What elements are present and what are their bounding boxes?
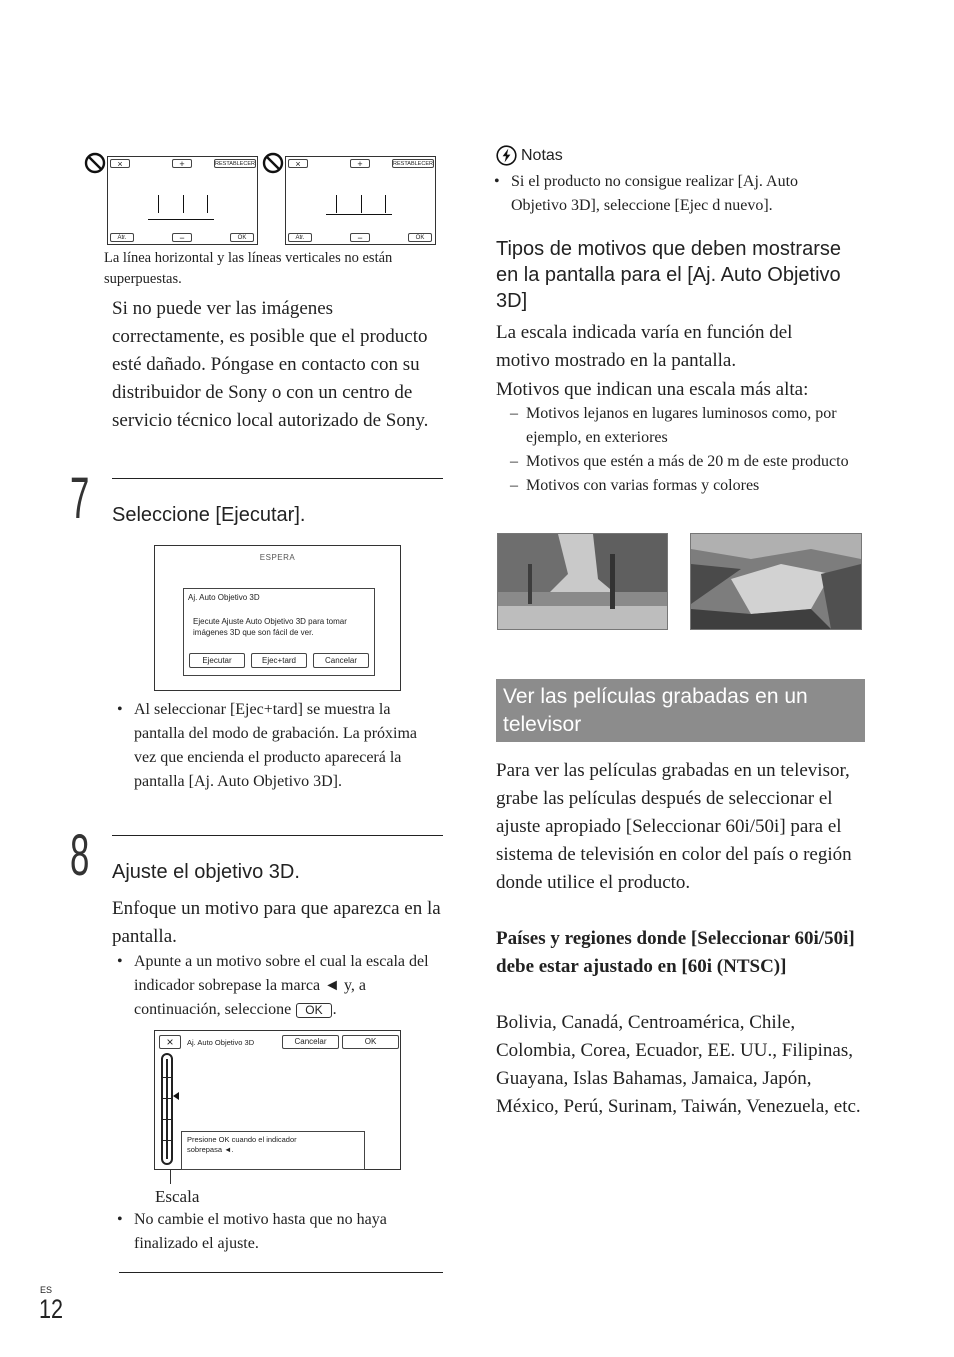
- prohibited-icon: [84, 152, 106, 174]
- execute-later-button[interactable]: Ejec+tard: [251, 653, 307, 668]
- list-item: – Motivos lejanos en lugares luminosos como, por ejemplo, en exteriores: [510, 402, 855, 450]
- list-item: [111, 950, 443, 1022]
- screen-standby-dialog: [154, 545, 401, 691]
- back-button: Atr.: [288, 233, 312, 242]
- message-text: Presione OK cuando el indicador sobrepasa ◄.: [187, 1135, 297, 1154]
- list-item-end: .: [332, 1001, 337, 1018]
- subheading: Tipos de motivos que deben mostrarse en la pantalla para el [Aj. Auto Objetivo 3D]: [496, 238, 841, 312]
- screen-3d-lens-adjust: [154, 1030, 401, 1170]
- vertical-line-marker: [385, 195, 386, 213]
- countries-list: Bolivia, Canadá, Centroamérica, Chile, Colombia, Corea, Ecuador, EE. UU., Filipinas, Guayana, Islas Bahamas, Jamaica, Japón, México, Perú, Surinam, Taiwán, Venezuela, etc.: [496, 1012, 861, 1117]
- vertical-line-marker: [158, 195, 159, 213]
- paragraph-higher-scale: Motivos que indican una escala más alta:: [496, 379, 809, 400]
- language-code: ES: [40, 1285, 53, 1295]
- vertical-line-marker: [336, 195, 337, 213]
- dialog-box: [183, 588, 375, 676]
- close-button: ×: [288, 159, 308, 168]
- vertical-line-marker: [361, 195, 362, 213]
- screen-example-misaligned-1: [107, 156, 258, 245]
- list-item: – Motivos con varias formas y colores: [510, 474, 855, 498]
- section-title: Ver las películas grabadas en un televisor: [503, 685, 808, 736]
- close-button[interactable]: ×: [159, 1035, 181, 1049]
- paragraph-damaged: Si no puede ver las imágenes correctamente, es posible que el producto esté dañado. Póngase en contacto con su distribuidor de Sony o con un centro de servicio técnico local autorizado de Sony.: [112, 298, 429, 431]
- reset-button: RESTABLECER: [393, 161, 433, 167]
- step-divider: [112, 478, 443, 479]
- bullet-list: [111, 698, 431, 794]
- ok-button[interactable]: OK: [342, 1035, 399, 1049]
- close-button: ×: [110, 159, 130, 168]
- message-box: [181, 1131, 365, 1170]
- list-item: – Motivos que estén a más de 20 m de este producto: [510, 450, 855, 474]
- dialog-title: Aj. Auto Objetivo 3D: [188, 593, 260, 602]
- reset-button: RESTABLECER: [215, 161, 255, 167]
- horizontal-line-marker: [326, 214, 392, 215]
- photo-village-landscape: [690, 533, 862, 630]
- paragraph-scale: La escala indicada varía en función del motivo mostrado en la pantalla.: [496, 322, 793, 371]
- step-divider: [112, 835, 443, 836]
- step-title: Seleccione [Ejecutar].: [112, 504, 306, 526]
- triangle-marker-icon: [173, 1092, 179, 1100]
- notes-icon: [496, 145, 517, 166]
- list-item-text: Apunte a un motivo sobre el cual la escala del indicador sobrepase la marca ◄ y, a continuación, seleccione: [134, 953, 429, 1018]
- notes-list: [488, 170, 850, 218]
- plus-button: +: [172, 159, 192, 168]
- scale-tick: [163, 1098, 171, 1099]
- plus-button: +: [350, 159, 370, 168]
- cancel-button[interactable]: Cancelar: [282, 1035, 339, 1049]
- step-text: Enfoque un motivo para que aparezca en la pantalla.: [112, 898, 441, 947]
- vertical-line-marker: [183, 195, 184, 213]
- step-number: 7: [70, 466, 90, 531]
- paragraph-tv: Para ver las películas grabadas en un televisor, grabe las películas después de seleccionar el ajuste apropiado [Seleccionar 60i/50i] para el sistema de televisión en color del país o región donde utilice el producto.: [496, 760, 852, 893]
- scale-tick: [163, 1140, 171, 1141]
- prohibited-icon: [262, 152, 284, 174]
- screen-example-misaligned-2: [285, 156, 436, 245]
- step-number: 8: [70, 823, 90, 888]
- minus-button: −: [172, 233, 192, 242]
- back-button: Atr.: [110, 233, 134, 242]
- scale-tick: [163, 1077, 171, 1078]
- screen-header: ESPERA: [259, 553, 296, 562]
- minus-button: −: [350, 233, 370, 242]
- scale-label: Escala: [155, 1187, 200, 1206]
- dialog-text: Ejecute Ajuste Auto Objetivo 3D para tomar imágenes 3D que son fácil de ver.: [193, 617, 347, 637]
- ok-button: OK: [408, 233, 432, 242]
- vertical-line-marker: [207, 195, 208, 213]
- step-title: Ajuste el objetivo 3D.: [112, 861, 300, 883]
- execute-button[interactable]: Ejecutar: [189, 653, 245, 668]
- section-header: [496, 679, 865, 742]
- scale-bar: [166, 1059, 168, 1159]
- screen-title: Aj. Auto Objetivo 3D: [187, 1038, 255, 1047]
- list-item: • Al seleccionar [Ejec+tard] se muestra la pantalla del modo de grabación. La próxima vez que encienda el producto aparecerá la pantalla [Aj. Auto Objetivo 3D].: [111, 698, 431, 794]
- bold-heading: Países y regiones donde [Seleccionar 60i/50i] debe estar ajustado en [60i (NTSC)]: [496, 928, 855, 977]
- bullet-list: [111, 950, 443, 1022]
- cancel-button[interactable]: Cancelar: [313, 653, 369, 668]
- dash-list: [510, 402, 855, 498]
- figure-caption: La línea horizontal y las líneas verticales no están superpuestas.: [104, 250, 393, 287]
- scale-tick: [163, 1119, 171, 1120]
- horizontal-line-marker: [148, 219, 214, 220]
- ok-button: OK: [230, 233, 254, 242]
- ok-key: OK: [296, 1003, 331, 1018]
- list-item: • Si el producto no consigue realizar [Aj. Auto Objetivo 3D], seleccione [Ejec d nuevo].: [488, 170, 850, 218]
- bottom-divider: [119, 1272, 443, 1273]
- callout-line: [170, 1170, 171, 1184]
- notes-title: Notas: [521, 147, 563, 164]
- list-item: • No cambie el motivo hasta que no haya finalizado el ajuste.: [111, 1208, 441, 1256]
- page-number: 12: [39, 1294, 64, 1324]
- photo-distant-park: [497, 533, 668, 630]
- bullet-list: [111, 1208, 441, 1256]
